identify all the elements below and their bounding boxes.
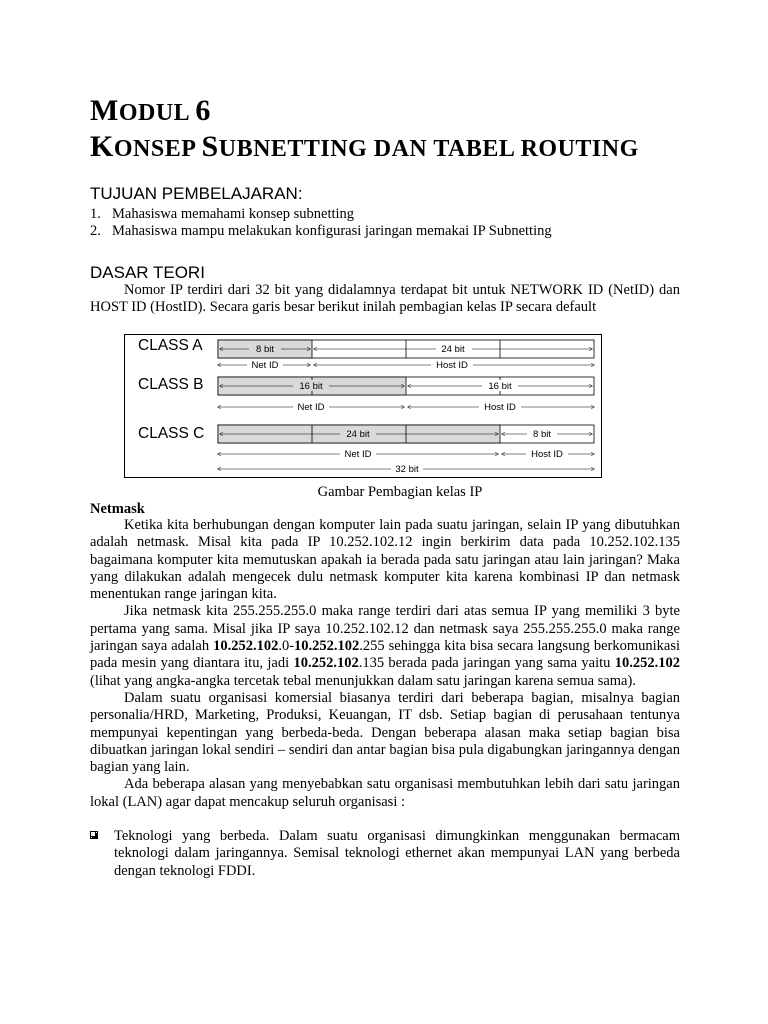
square-bullet-icon <box>90 831 98 839</box>
title-rest: ODUL <box>118 100 189 126</box>
b-net-id: Net ID <box>297 402 325 413</box>
list-text: Mahasiswa mampu melakukan konfigurasi jaringan memakai IP Subnetting <box>112 223 552 239</box>
c-net-id: Net ID <box>344 449 372 460</box>
subtitle-rest-1: ONSEP <box>113 136 196 162</box>
list-item <box>90 206 552 223</box>
class-b-row <box>218 377 594 413</box>
a-net-id: Net ID <box>251 360 279 371</box>
text-run: .0- <box>278 638 295 655</box>
paragraph: Dalam suatu organisasi komersial biasanya terdiri dari beberapa bagian, misalnya bagian personalia/HRD, Marketing, Produksi, Keuangan, IT dsb. Setiap bagian di perusahaan tentunya mempunyai kepentingan yang berbeda-beda. Dengan beberapa alasan maka setiap bagian bisa dibuatkan jaringan lokal sendiri – sendiri dan antar bagian bisa pula digabungkan jaringannya dengan bagian yang lain. <box>90 689 680 776</box>
dasar-intro <box>90 282 680 317</box>
text-run: (lihat yang angka-angka tercetak tebal menunjukkan dalam satu jaringan karena semua sama). <box>90 655 688 689</box>
paragraph: Ketika kita berhubungan dengan komputer lain pada suatu jaringan, selain IP yang dibutuhkan adalah netmask. Misal kita pada IP 10.252.102.12 ingin berkirim data pada 10.252.102.135 bagaimana komputer kita memutuskan apakah ia berada pada satu jaringan atau lain jaringan? Maka yang dilakukan adalah mengecek dulu netmask komputer kita karena kombinasi IP dan netmask menentukan range jaringan kita. <box>90 517 680 603</box>
b-net-bits: 16 bit <box>299 381 323 392</box>
paragraph <box>90 603 688 689</box>
text-run: .255 sehingga kita bisa secara langsung berkomunikasi pada mesin yang diantara itu, jadi <box>90 638 680 672</box>
ip-class-figure <box>124 334 602 478</box>
class-a-row <box>218 340 594 371</box>
class-c-row <box>218 425 594 475</box>
c-host-bits: 8 bit <box>533 429 551 440</box>
text-run: Jika netmask kita 255.255.255.0 maka range terdiri dari atas semua IP yang memiliki 3 byte pertama yang sama. Misal jika IP saya 10.252.102.12 dan netmask saya 255.255.255.0 maka range jaringan saya adalah <box>90 603 680 655</box>
class-diagram <box>125 335 601 477</box>
list-number: 2. <box>90 223 101 239</box>
bold-ip: 10.252.102 <box>293 655 359 672</box>
a-host-id: Host ID <box>436 360 468 371</box>
subtitle-cap-2: S <box>201 130 219 163</box>
b-host-bits: 16 bit <box>488 381 512 392</box>
paragraph: Nomor IP terdiri dari 32 bit yang didalamnya terdapat bit untuk NETWORK ID (NetID) dan HOST ID (HostID). Secara garis besar berikut inilah pembagian kelas IP secara default <box>90 282 680 316</box>
text-run: .135 berada pada jaringan yang sama yaitu <box>358 655 615 672</box>
bold-ip: 10.252.102 <box>213 638 279 655</box>
bold-ip: 10.252.102 <box>614 655 680 672</box>
class-c-label: CLASS C <box>138 425 205 442</box>
class-a-label: CLASS A <box>138 337 203 354</box>
figure-caption: Gambar Pembagian kelas IP <box>317 484 483 500</box>
total-bits: 32 bit <box>395 464 419 475</box>
netmask-body <box>90 517 688 811</box>
b-host-id: Host ID <box>484 402 516 413</box>
bold-ip: 10.252.102 <box>294 638 360 655</box>
bullet-text: Teknologi yang berbeda. Dalam suatu organisasi dimungkinkan menggunakan bermacam teknologi dalam jaringannya. Semisal teknologi ethernet akan mempunyai LAN yang berbeda dengan teknologi FDDI. <box>114 828 680 879</box>
module-number: 6 <box>195 94 211 127</box>
module-subtitle <box>90 130 639 164</box>
tujuan-list <box>90 206 552 240</box>
list-text: Mahasiswa memahami konsep subnetting <box>112 206 355 222</box>
paragraph: Ada beberapa alasan yang menyebabkan satu organisasi membutuhkan lebih dari satu jaringan lokal (LAN) agar dapat mencakup seluruh organisasi : <box>90 776 680 810</box>
netmask-heading: Netmask <box>90 501 145 517</box>
title-cap-letter: M <box>90 94 119 127</box>
c-host-id: Host ID <box>531 449 563 460</box>
list-item <box>90 223 552 240</box>
list-number: 1. <box>90 206 101 222</box>
subtitle-cap-1: K <box>90 130 114 163</box>
module-title <box>90 94 211 128</box>
c-net-bits: 24 bit <box>346 429 370 440</box>
a-net-bits: 8 bit <box>256 344 274 355</box>
dasar-heading: DASAR TEORI <box>90 263 205 282</box>
class-b-label: CLASS B <box>138 376 204 393</box>
subtitle-rest-2: UBNETTING DAN TABEL ROUTING <box>218 136 639 162</box>
tujuan-heading: TUJUAN PEMBELAJARAN: <box>90 184 303 203</box>
a-host-bits: 24 bit <box>441 344 465 355</box>
bullet-item <box>90 828 680 880</box>
